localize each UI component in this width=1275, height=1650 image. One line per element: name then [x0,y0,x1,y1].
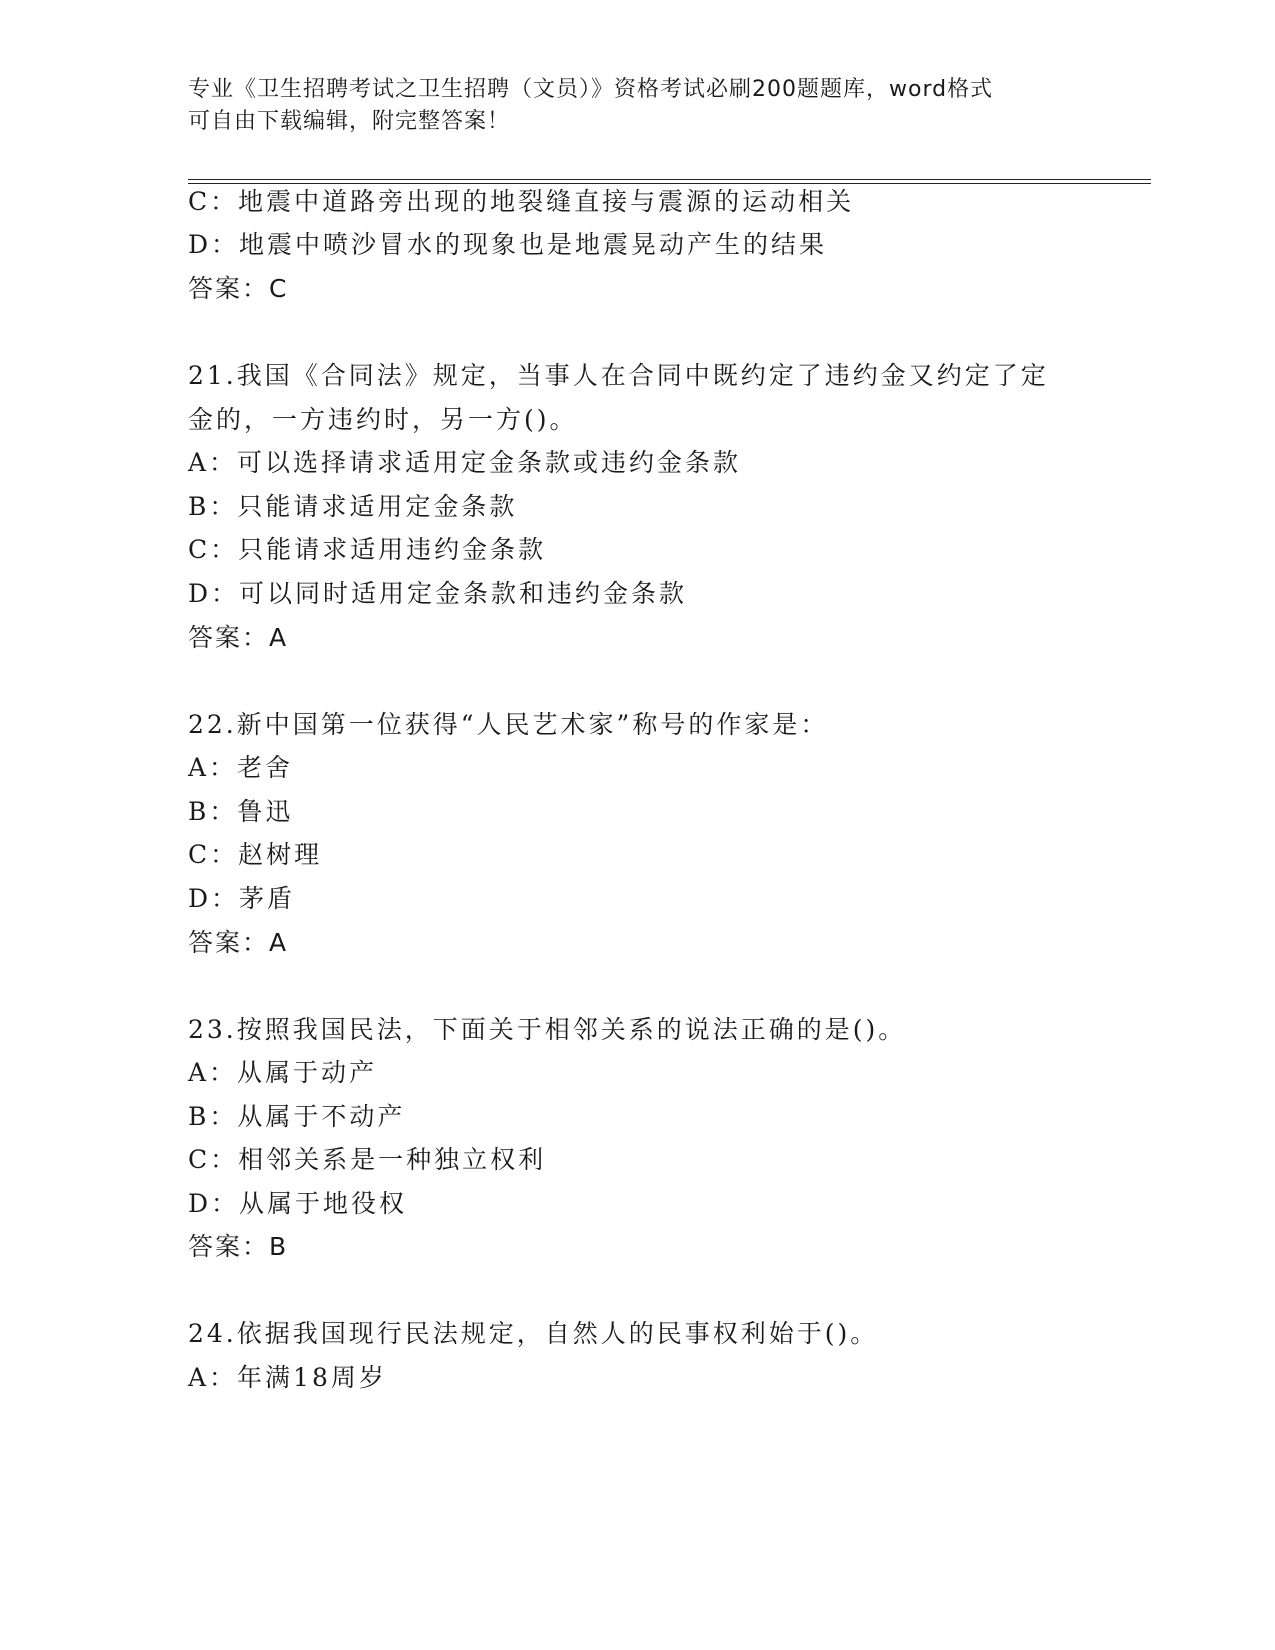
answer-q20: 答案：C [188,274,289,303]
option-c-q23: C：相邻关系是一种独立权利 [188,1145,547,1174]
option-b-q21: B：只能请求适用定金条款 [188,492,518,521]
option-d-q20: D：地震中喷沙冒水的现象也是地震晃动产生的结果 [188,230,828,259]
question-22: 22.新中国第一位获得“人民艺术家”称号的作家是： [188,710,829,739]
question-24: 24.依据我国现行民法规定，自然人的民事权利始于()。 [188,1319,879,1348]
header-line-1: 专业《卫生招聘考试之卫生招聘（文员）》资格考试必刷200题题库，word格式 [188,77,994,102]
answer-q22: 答案：A [188,928,289,957]
question-21-line-2: 金的，一方违约时，另一方()。 [188,405,578,434]
question-21-line-1: 21.我国《合同法》规定，当事人在合同中既约定了违约金又约定了定 [188,361,1049,390]
option-a-q24: A：年满18周岁 [188,1363,387,1392]
option-d-q21: D：可以同时适用定金条款和违约金条款 [188,579,688,608]
answer-q21: 答案：A [188,623,289,652]
option-d-q22: D：茅盾 [188,884,296,913]
option-b-q23: B：从属于不动产 [188,1102,406,1131]
option-c-q22: C：赵树理 [188,840,323,869]
option-c-q21: C：只能请求适用违约金条款 [188,535,547,564]
option-c-q20: C：地震中道路旁出现的地裂缝直接与震源的运动相关 [188,187,855,216]
option-b-q22: B：鲁迅 [188,797,294,826]
option-a-q22: A：老舍 [188,753,294,782]
option-a-q21: A：可以选择请求适用定金条款或违约金条款 [188,448,742,477]
question-23: 23.按照我国民法，下面关于相邻关系的说法正确的是()。 [188,1015,907,1044]
option-a-q23: A：从属于动产 [188,1058,378,1087]
header-line-2: 可自由下载编辑，附完整答案！ [188,109,511,134]
answer-q23: 答案：B [188,1232,289,1261]
document-header [188,74,1068,138]
option-d-q23: D：从属于地役权 [188,1189,408,1218]
